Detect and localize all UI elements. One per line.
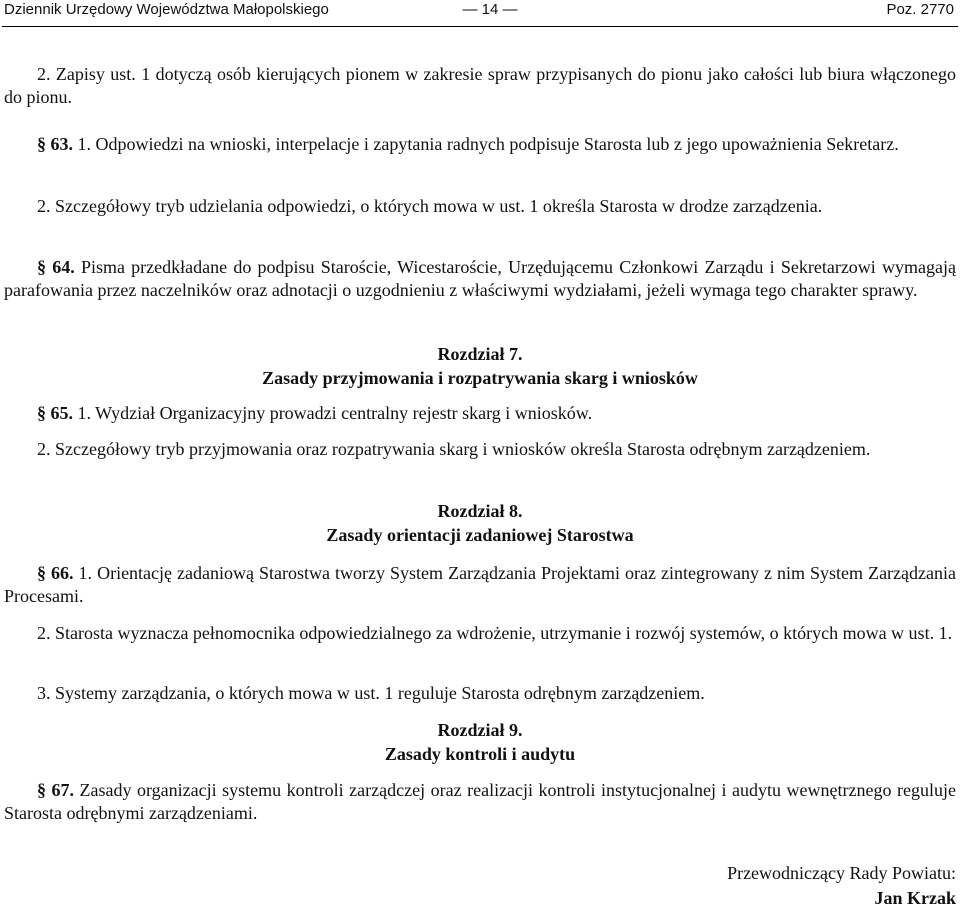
paragraph-65-1 [4,402,956,425]
paragraph-62-2: 2. Zapisy ust. 1 dotyczą osób kierujących pionem w zakresie spraw przypisanych do pionu jako całości lub biura włączonego do pionu. [4,64,956,107]
paragraph-66-1 [4,562,956,608]
paragraph-text: 1. Orientację zadaniową Starostwa tworzy System Zarządzania Projektami oraz zintegrowany z nim System Zarządzania Procesami. [4,563,956,606]
paragraph-67 [4,779,956,825]
chapter-7-subtitle: Zasady przyjmowania i rozpatrywania skarg i wniosków [262,368,698,388]
chapter-8-title: Rozdział 8. [437,501,523,521]
chapter-9-title: Rozdział 9. [437,720,523,740]
paragraph-text: Pisma przedkładane do podpisu Staroście, Wicestaroście, Urzędującemu Członkowi Zarządu i Sekretarzowi wymagają parafowania przez naczelników oraz adnotacji o uzgodnieniu z właściwymi wydziałami, jeżeli wymaga tego charakter sprawy. [4,257,956,300]
section-number: § 67. [37,780,75,800]
section-number: § 66. [37,563,74,583]
paragraph-text: Zasady organizacji systemu kontroli zarządczej oraz realizacji kontroli instytucjonalnej i audytu wewnętrznego reguluje Starosta odrębnymi zarządzeniami. [4,780,956,823]
signature-name: Jan Krzak [874,888,956,908]
paragraph-text: 1. Wydział Organizacyjny prowadzi centralny rejestr skarg i wniosków. [73,403,593,423]
page-number: — 14 — [462,1,518,18]
paragraph-64 [4,256,956,302]
chapter-8-subtitle: Zasady orientacji zadaniowej Starostwa [326,525,634,545]
signature-role: Przewodniczący Rady Powiatu: [727,863,956,883]
chapter-9-subtitle: Zasady kontroli i audytu [384,744,576,764]
paragraph-66-3: 3. Systemy zarządzania, o których mowa w ust. 1 reguluje Starosta odrębnym zarządzeniem. [37,683,705,703]
paragraph-63-1 [4,133,956,156]
section-number: § 64. [37,257,75,277]
chapter-7-title: Rozdział 7. [437,344,523,364]
position-number: Poz. 2770 [886,1,954,18]
paragraph-66-2: 2. Starosta wyznacza pełnomocnika odpowiedzialnego za wdrożenie, utrzymanie i rozwój systemów, o których mowa w ust. 1. [37,623,953,643]
section-number: § 63. [37,134,73,154]
section-number: § 65. [37,403,73,423]
journal-title: Dziennik Urzędowy Województwa Małopolskiego [4,1,329,18]
paragraph-text: 1. Odpowiedzi na wnioski, interpelacje i zapytania radnych podpisuje Starosta lub z jego upoważnienia Sekretarz. [73,134,899,154]
paragraph-65-2: 2. Szczegółowy tryb przyjmowania oraz rozpatrywania skarg i wniosków określa Starosta odrębnym zarządzeniem. [37,439,871,459]
paragraph-63-2: 2. Szczegółowy tryb udzielania odpowiedzi, o których mowa w ust. 1 określa Starosta w drodze zarządzenia. [37,196,823,216]
page-header [2,0,958,27]
